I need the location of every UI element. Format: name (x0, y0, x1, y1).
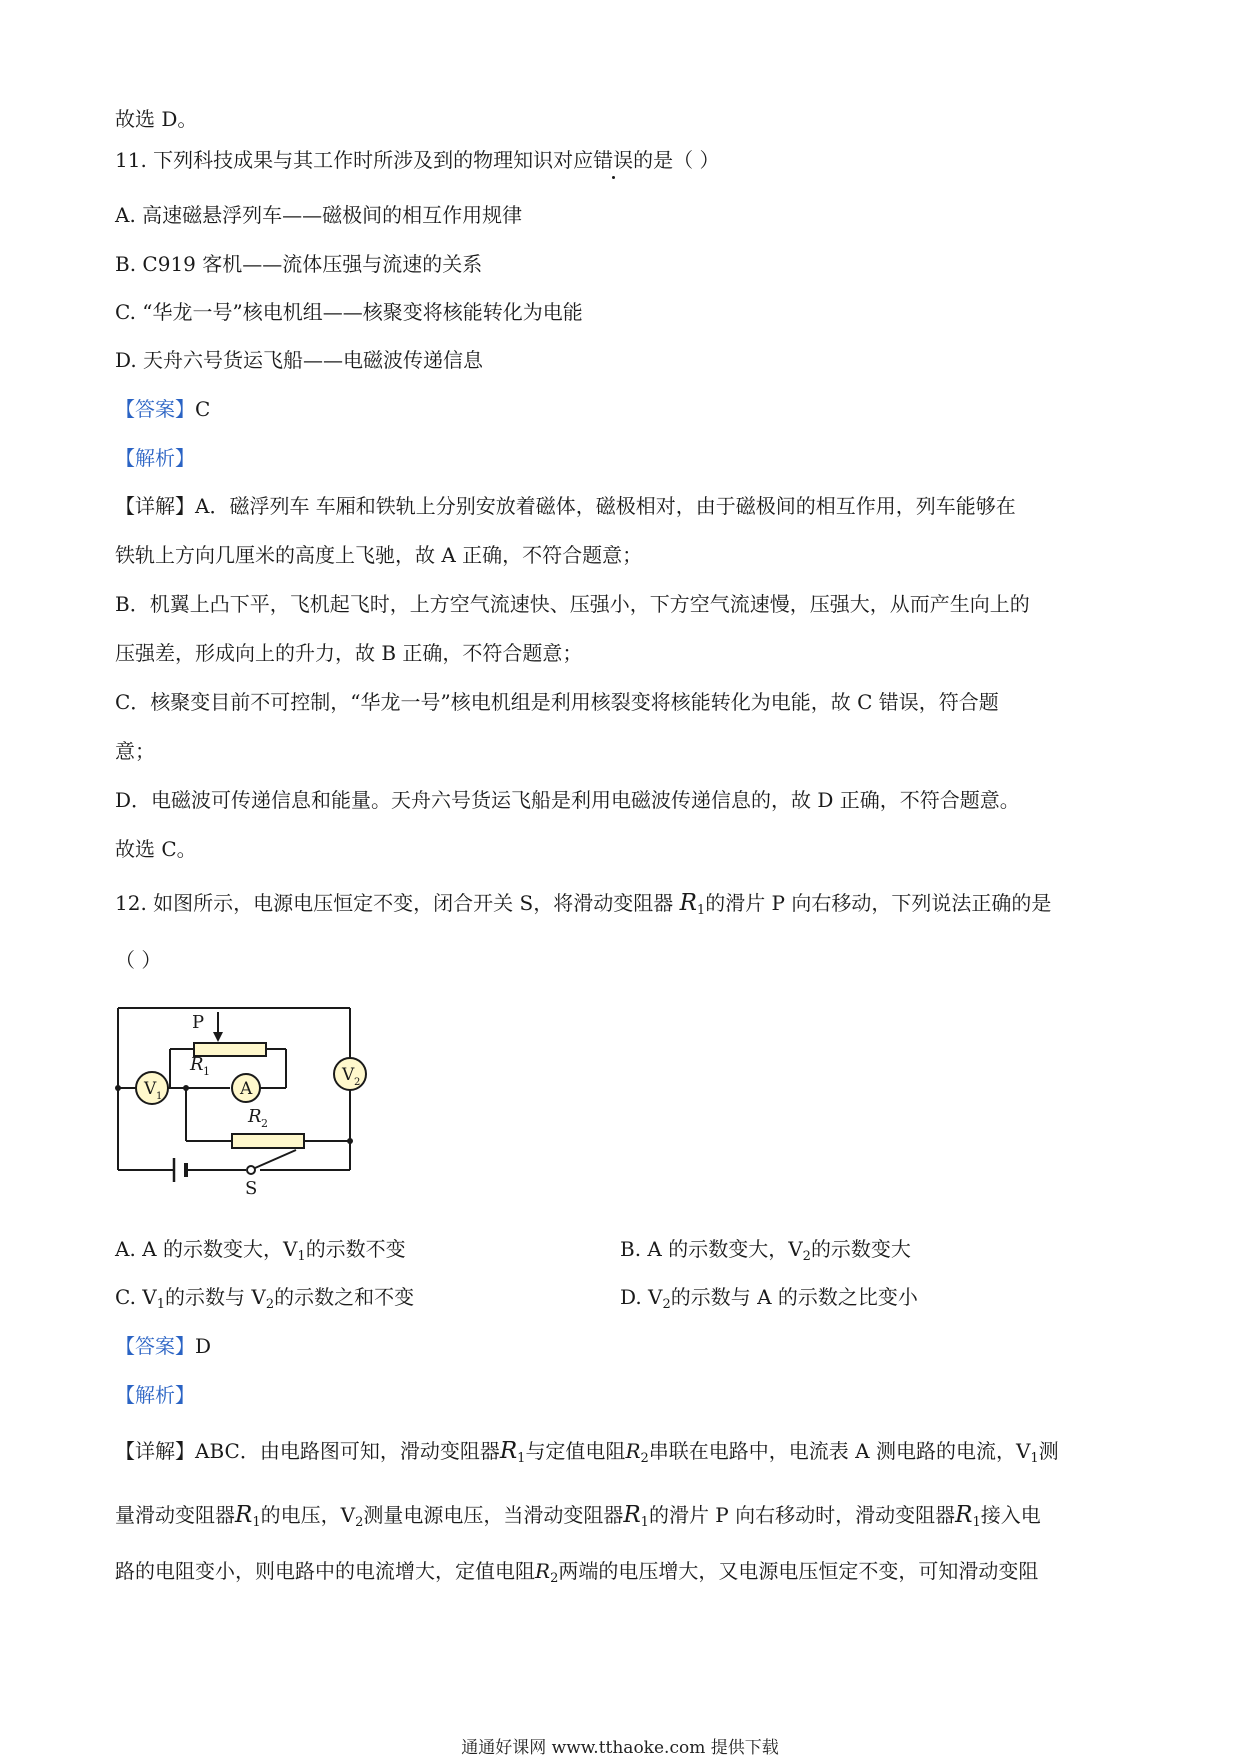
detail-line: 故选 C。 (115, 837, 197, 861)
option-b: B. A 的示数变大，$V_2$的示数变大 (620, 1237, 911, 1264)
label-p: P (192, 1012, 205, 1033)
answer-line: 【答案】D (115, 1334, 212, 1358)
detail-line: 铁轨上方向几厘米的高度上飞驰，故 A 正确，不符合题意； (115, 543, 643, 567)
question-12-stem: 12. 如图所示，电源电压恒定不变，闭合开关 S，将滑动变阻器 $R_1$的滑片 P 向右移动，下列说法正确的是 (115, 890, 1052, 918)
option-d: D. $V_2$的示数与 A 的示数之比变小 (620, 1285, 918, 1312)
detail-line: C．核聚变目前不可控制，“华龙一号”核电机组是利用核裂变将核能转化为电能，故 C 错误，符合题 (115, 690, 999, 714)
detail-line: D．电磁波可传递信息和能量。天舟六号货运飞船是利用电磁波传递信息的，故 D 正确，不符合题意。 (115, 788, 1020, 812)
question-12-bracket: （ ） (115, 948, 162, 972)
emphasis-text: 错误 (593, 148, 634, 172)
ammeter-a: A (240, 1079, 253, 1099)
option-b: B. C919 客机——流体压强与流速的关系 (115, 252, 483, 276)
answer-line: 【答案】C (115, 397, 211, 421)
svg-text:1: 1 (203, 1065, 210, 1078)
text-line: 故选 D。 (115, 107, 198, 131)
page-footer: 通通好课网 www.tthaoke.com 提供下载 (461, 1738, 779, 1758)
svg-text:2: 2 (354, 1077, 361, 1088)
question-11-stem: 11. 下列科技成果与其工作时所涉及到的物理知识对应错误的是（ ） (115, 148, 720, 172)
option-a: A. 高速磁悬浮列车——磁极间的相互作用规律 (115, 203, 523, 227)
svg-text:1: 1 (156, 1091, 163, 1102)
option-c: C. $V_1$的示数与 $V_2$的示数之和不变 (115, 1285, 415, 1312)
switch-contact (247, 1166, 255, 1174)
detail-line: 【详解】A．磁浮列车 车厢和铁轨上分别安放着磁体，磁极相对，由于磁极间的相互作用，列车能够在 (115, 494, 1016, 518)
option-c: C. “华龙一号”核电机组——核聚变将核能转化为电能 (115, 300, 583, 324)
detail-line: B．机翼上凸下平，飞机起飞时，上方空气流速快、压强小，下方空气流速慢，压强大，从而产生向上的 (115, 592, 1030, 616)
option-d: D. 天舟六号货运飞船——电磁波传递信息 (115, 348, 484, 372)
voltmeter-v1: V (144, 1079, 157, 1099)
detail-line: 意； (115, 739, 155, 763)
label-s: S (245, 1178, 258, 1199)
analysis-heading: 【解析】 (115, 1383, 195, 1407)
label-r2: R (248, 1106, 262, 1127)
detail-line: 【详解】ABC．由电路图可知，滑动变阻器$R_1$与定值电阻$R_2$串联在电路中，电流表 A 测电路的电流，$V_1$测 (115, 1438, 1059, 1466)
circuit-diagram (110, 1000, 380, 1200)
analysis-heading: 【解析】 (115, 446, 195, 470)
label-r1: R (190, 1054, 204, 1075)
svg-text:2: 2 (261, 1117, 268, 1130)
detail-line: 压强差，形成向上的升力，故 B 正确，不符合题意； (115, 641, 583, 665)
detail-line: 量滑动变阻器$R_1$的电压，$V_2$测量电源电压，当滑动变阻器$R_1$的滑片 P 向右移动时，滑动变阻器$R_1$接入电 (115, 1502, 1041, 1530)
detail-line: 路的电阻变小，则电路中的电流增大，定值电阻$R_2$两端的电压增大，又电源电压恒定不变，可知滑动变阻 (115, 1559, 1039, 1586)
option-a: A. A 的示数变大，$V_1$的示数不变 (115, 1237, 406, 1264)
voltmeter-v2: V (342, 1065, 355, 1085)
